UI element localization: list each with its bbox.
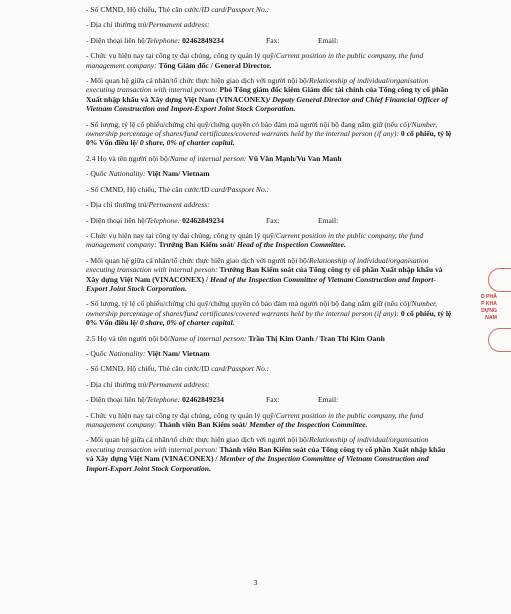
section-previous-person bbox=[86, 5, 453, 148]
page-number: 3 bbox=[253, 577, 258, 587]
company-stamp bbox=[469, 268, 503, 362]
id-card-line: - Số CMND, Hộ chiếu, Thẻ căn cước/ID card/Passport No.: bbox=[86, 5, 270, 14]
stamp-text: NAM bbox=[485, 315, 497, 321]
relationship-line: - Mối quan hệ giữa cá nhân/tổ chức thực hiện giao dịch với người nội bộ/Relationship of individual/organisation executing transaction with internal person: Phó Tổng giám đốc kiêm Giám đốc tài chính của Tổng công ty cổ phần Xuất nhập khẩu và Xây dựng Việt Nam (VINACONEX)/ Deputy General Director and Chief Financial Officer of Vietnam Construction and Import-Export Joint Stock Corporation. bbox=[86, 76, 449, 114]
person-heading: 2.4 Họ và tên người nội bộ/Name of internal person: Vũ Văn Mạnh/Vu Van Manh bbox=[86, 153, 342, 163]
section-person-2-4 bbox=[86, 154, 453, 328]
relationship-line: - Mối quan hệ giữa cá nhân/tổ chức thực hiện giao dịch với người nội bộ/Relationship of individual/organisation executing transaction with internal person: Trưởng Ban Kiểm soát của Tổng công ty cổ phần Xuất nhập khẩu và Xây dựng Việt Nam (VINACONEX) / Head of the Inspection Committee of Vietnam Construction and Import-Export Joint Stock Corporation. bbox=[86, 255, 443, 293]
position-line: - Chức vụ hiện nay tại công ty đại chúng, công ty quản lý quỹ/Current position in the public company, the fund management company: Trưởng Ban Kiểm soát/ Head of the Inspection Committee. bbox=[86, 230, 424, 250]
id-card-line: - Số CMND, Hộ chiếu, Thẻ căn cước/ID card/Passport No.: bbox=[86, 184, 270, 194]
permanent-address-line: - Địa chỉ thường trú/Permanent address: bbox=[86, 379, 210, 389]
nationality-line: - Quốc Nationality: Việt Nam/ Vietnam bbox=[86, 169, 210, 179]
stamp-arc-top bbox=[488, 268, 511, 292]
relationship-line: - Mối quan hệ giữa cá nhân/tổ chức thực hiện giao dịch với người nội bộ/Relationship of individual/organisation executing transaction with internal person: Thành viên Ban Kiểm soát của Tổng công ty cổ phần Xuất nhập khẩu và Xây dựng Việt Nam (VINACONEX) / Member of the Inspection Committee of Vietnam Construction and Import-Export Joint Stock Corporation. bbox=[86, 435, 446, 473]
position-line: - Chức vụ hiện nay tại công ty đại chúng, công ty quản lý quỹ/Current position in the public company, the fund management company: Tổng Giám đốc / General Director. bbox=[86, 51, 424, 70]
stamp-arc-bottom bbox=[488, 328, 511, 352]
phone-line: - Điện thoại liên hệ/Telephone: 02462849234 Fax: Email: bbox=[86, 215, 339, 225]
id-card-line: - Số CMND, Hộ chiếu, Thẻ căn cước/ID card/Passport No.: bbox=[86, 364, 270, 374]
position-line: - Chức vụ hiện nay tại công ty đại chúng, công ty quản lý quỹ/Current position in the public company, the fund management company: Thành viên Ban Kiểm soát/ Member of the Inspection Committee. bbox=[86, 410, 424, 429]
shares-line: - Số lượng, tỷ lệ cổ phiếu/chứng chỉ quỹ/chứng quyền có bảo đảm mà người nội bộ đang nắm giữ (nếu có)/Number, ownership percentage of shares/fund certificates/covered warrants held by the internal person (if any): 0 cổ phiếu, tỷ lệ 0% Vốn điều lệ/ 0 share, 0% of charter capital. bbox=[86, 299, 452, 328]
section-person-2-5 bbox=[86, 334, 453, 473]
phone-line: - Điện thoại liên hệ/Telephone: 02462849234 Fax: Email: bbox=[86, 35, 339, 45]
permanent-address-line: - Địa chỉ thường trú/Permanent address: bbox=[86, 20, 210, 30]
permanent-address-line: - Địa chỉ thường trú/Permanent address: bbox=[86, 200, 210, 210]
shares-line: - Số lượng, tỷ lệ cổ phiếu/chứng chỉ quỹ/chứng quyền có bảo đảm mà người nội bộ đang nắm giữ (nếu có)/Number, ownership percentage of shares/fund certificates/covered warrants held by the internal person (if any): 0 cổ phiếu, tỷ lệ 0% Vốn điều lệ/ 0 share, 0% of charter capital. bbox=[86, 119, 452, 148]
person-heading: 2.5 Họ và tên người nội bộ/Name of internal person: Trần Thị Kim Oanh / Tran Thi Kim Oanh bbox=[86, 333, 385, 343]
phone-line: - Điện thoại liên hệ/Telephone: 02462849234 Fax: Email: bbox=[86, 395, 339, 405]
stamp-text: P KHẨ bbox=[480, 301, 497, 307]
stamp-text: DỰNG bbox=[481, 308, 497, 314]
nationality-line: - Quốc Nationality: Việt Nam/ Vietnam bbox=[86, 348, 210, 358]
stamp-text: Ổ PHẦ bbox=[480, 294, 497, 300]
